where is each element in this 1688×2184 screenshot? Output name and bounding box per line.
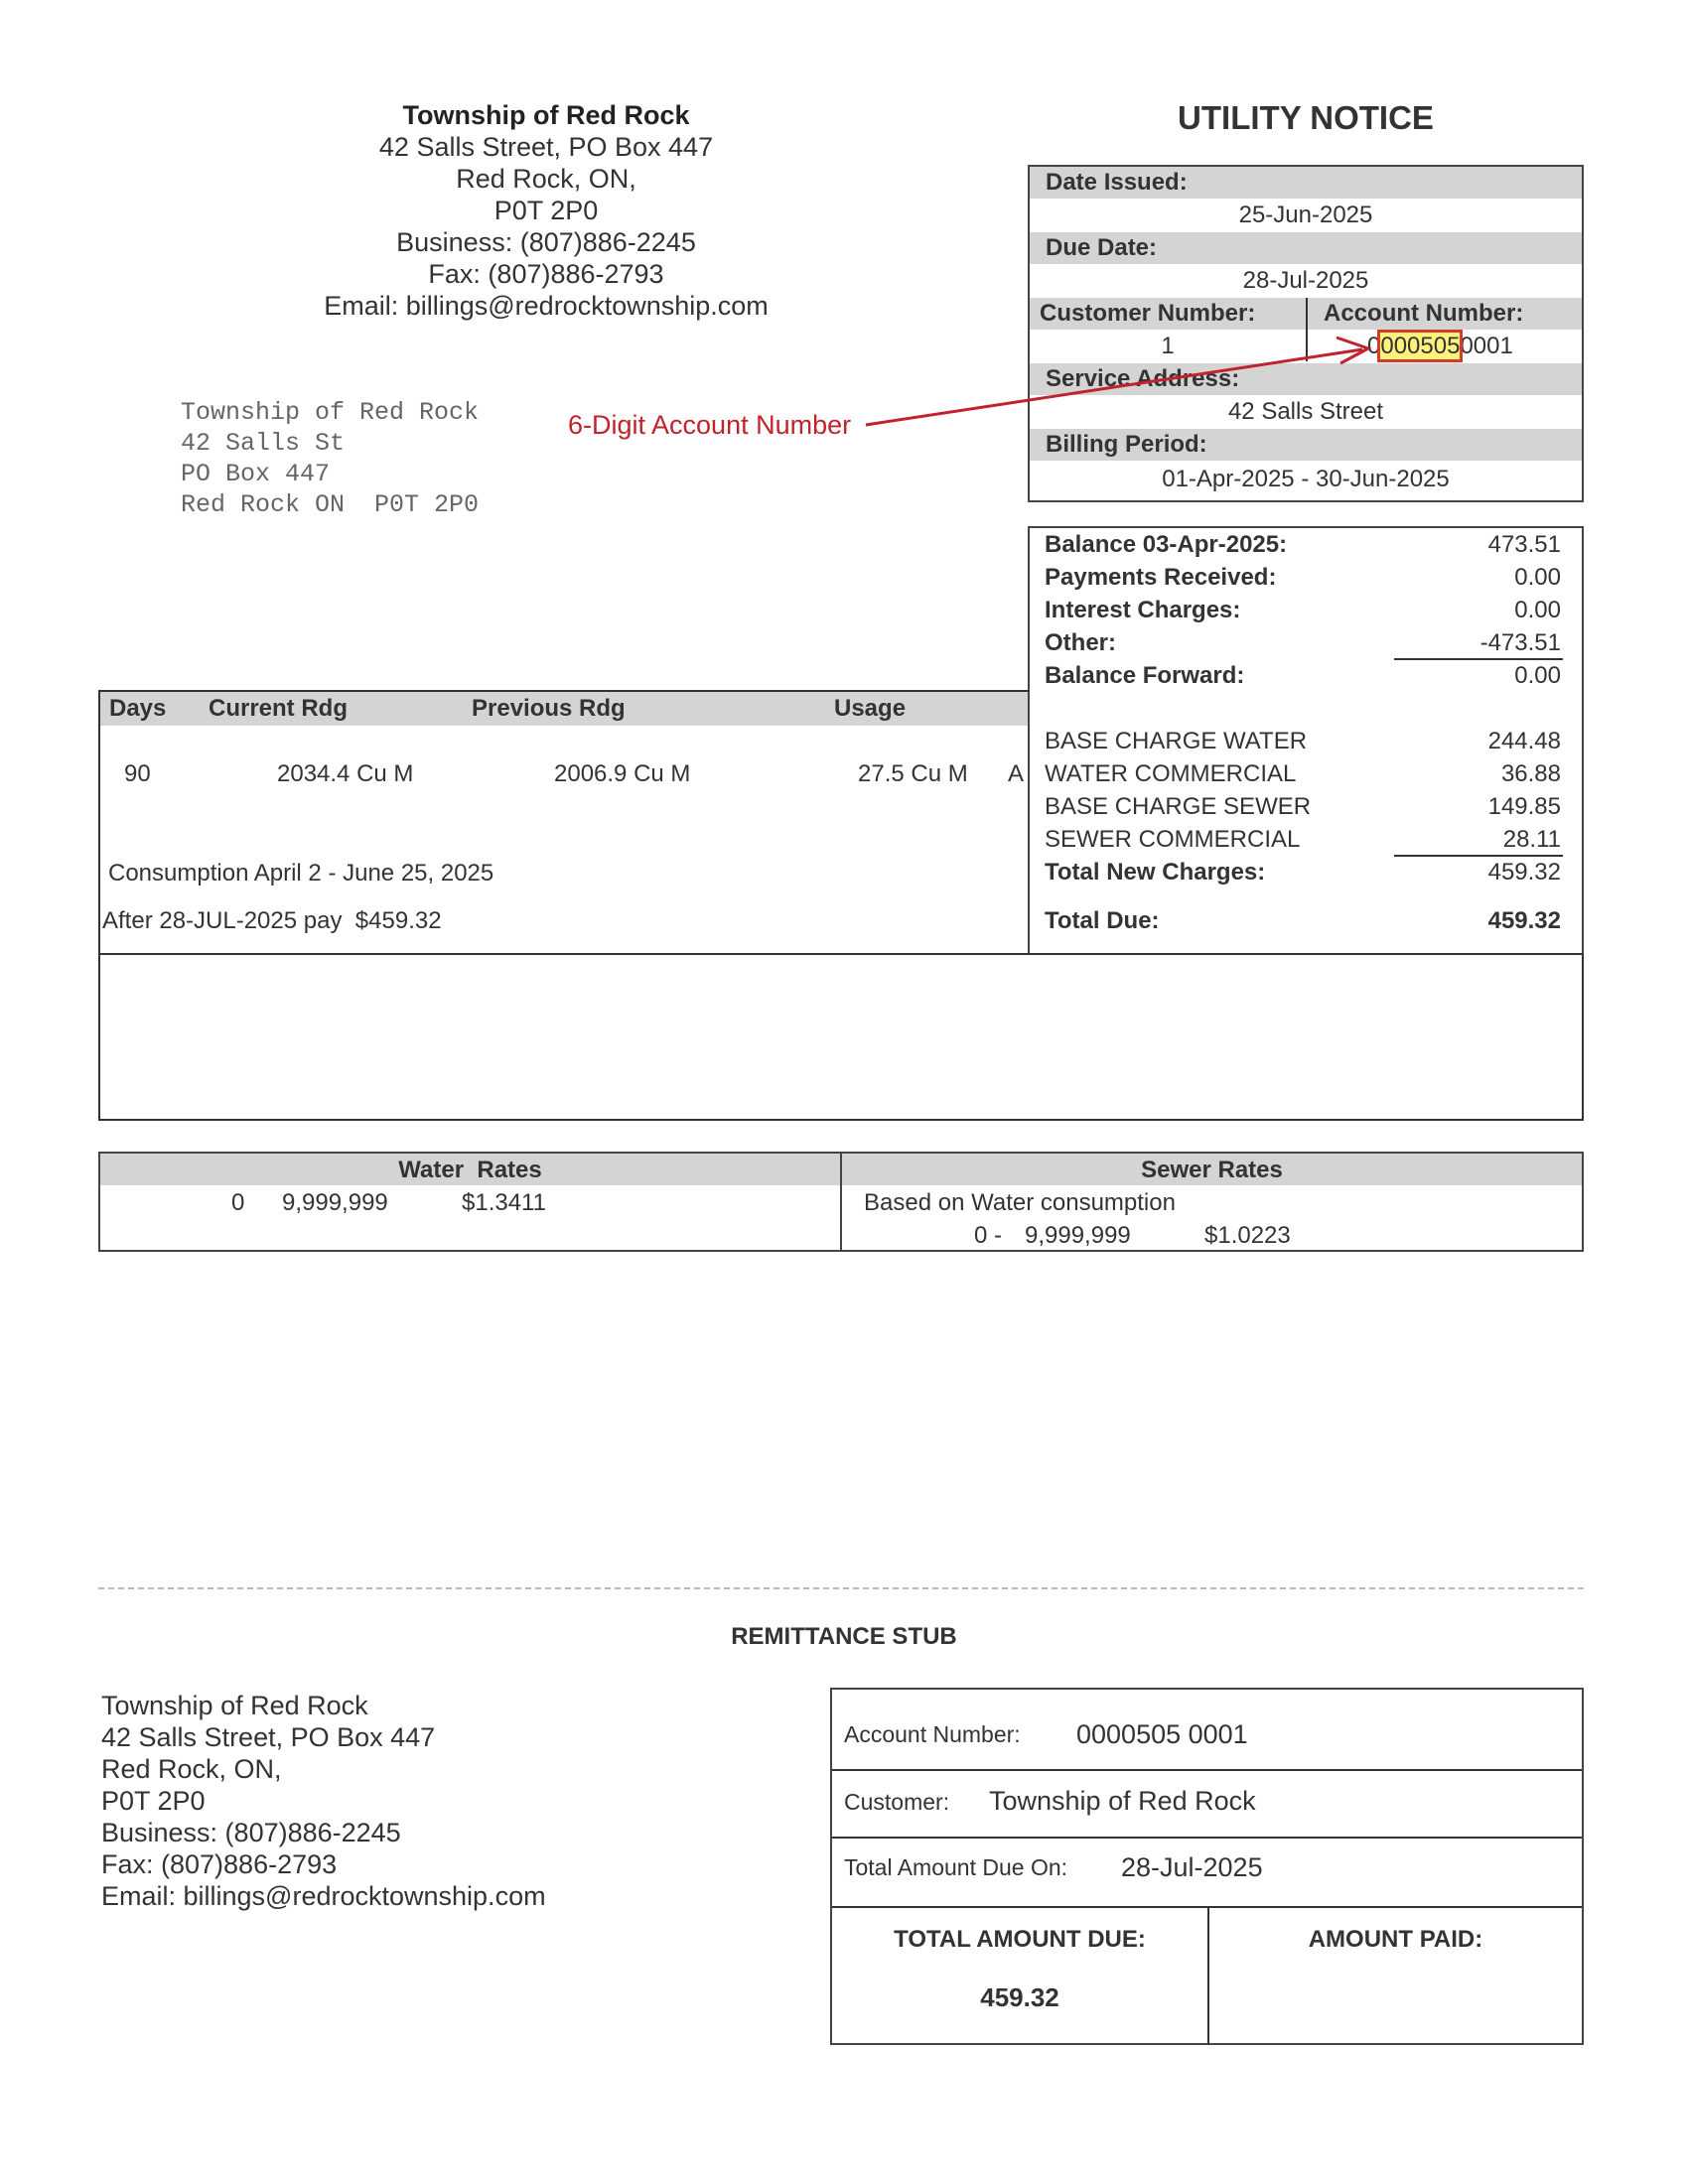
water-rate-to: 9,999,999 [282,1189,388,1216]
summary-value-balance: 473.51 [1487,531,1561,558]
sender-email: Email: billings@redrocktownship.com [324,291,769,321]
due-date-value: 28-Jul-2025 [1242,267,1369,294]
annotation-label: 6-Digit Account Number [568,410,852,440]
stub-total-due-value: 459.32 [980,1982,1059,2012]
summary-value-interest: 0.00 [1514,597,1561,623]
stub-due-on-value: 28-Jul-2025 [1121,1852,1263,1882]
mailing-line-1: Township of Red Rock [181,398,480,427]
charge-value-water-commercial: 36.88 [1500,760,1561,787]
date-issued-label: Date Issued: [1030,167,1582,199]
stub-sender-name: Township of Red Rock [101,1691,368,1720]
stub-sender-fax: Fax: (807)886-2793 [101,1849,338,1879]
account-number-label: Account Number: [1308,298,1582,330]
consumption-note: Consumption April 2 - June 25, 2025 [108,860,494,887]
stub-cut-line [98,1587,1584,1589]
summary-value-payments: 0.00 [1514,564,1561,591]
header-days: Days [109,695,167,722]
service-address-value: 42 Salls Street [1227,398,1384,425]
mailing-line-4: Red Rock ON P0T 2P0 [181,490,480,519]
stub-sender-block [101,1690,697,1912]
summary-value-forward: 0.00 [1514,662,1561,689]
stub-amount-paid-label: AMOUNT PAID: [1308,1926,1483,1953]
sender-business: Business: (807)886-2245 [396,227,696,257]
mailing-line-2: 42 Salls St [181,429,346,458]
reading-usage: 27.5 Cu M [858,760,968,787]
charge-value-base-water: 244.48 [1487,728,1561,754]
sender-address2: Red Rock, ON, [456,164,636,194]
water-rates-box [98,1152,842,1252]
total-new-charges-value: 459.32 [1487,859,1561,886]
customer-number-value: 1 [1161,333,1175,359]
sender-address1: 42 Salls Street, PO Box 447 [378,132,714,162]
stub-sender-postal: P0T 2P0 [101,1786,206,1816]
summary-label-payments: Payments Received: [1045,564,1277,591]
after-note: After 28-JUL-2025 pay $459.32 [102,907,442,934]
reading-days: 90 [124,760,151,787]
sender-fax: Fax: (807)886-2793 [428,259,664,289]
readings-header [100,692,1028,726]
billing-period-value: 01-Apr-2025 - 30-Jun-2025 [1162,466,1450,492]
charge-label-sewer-commercial: SEWER COMMERCIAL [1045,826,1301,853]
stub-account-label: Account Number: [844,1721,1021,1747]
sender-name: Township of Red Rock [402,100,690,130]
sender-postal: P0T 2P0 [493,196,599,225]
summary-label-balance: Balance 03-Apr-2025: [1045,531,1288,558]
summary-label-interest: Interest Charges: [1045,597,1241,623]
reading-previous: 2006.9 Cu M [554,760,691,787]
stub-sender-business: Business: (807)886-2245 [101,1818,401,1847]
reading-flag: A [1008,760,1025,787]
stub-title: REMITTANCE STUB [731,1623,957,1650]
billing-period-label: Billing Period: [1030,429,1582,461]
stub-total-due-label: TOTAL AMOUNT DUE: [894,1926,1146,1953]
stub-due-on-label: Total Amount Due On: [844,1854,1068,1880]
account-highlight: 000505 [1380,333,1461,359]
charge-label-water-commercial: WATER COMMERCIAL [1045,760,1297,787]
stub-customer-label: Customer: [844,1789,950,1815]
charge-value-sewer-commercial: 28.11 [1502,826,1561,853]
stub-box [830,1688,1584,2045]
sewer-rate-value: $1.0223 [1204,1222,1291,1249]
notice-title: UTILITY NOTICE [1178,99,1434,136]
stub-customer-value: Township of Red Rock [989,1786,1256,1816]
mailing-line-3: PO Box 447 [181,460,331,488]
water-rate-from: 0 [231,1189,245,1216]
total-due-label: Total Due: [1045,907,1160,934]
customer-number-label: Customer Number: [1030,298,1306,330]
header-previous-rdg: Previous Rdg [472,695,626,722]
sewer-rates-box [840,1152,1584,1252]
account-suffix: 0001 [1460,333,1513,359]
charge-value-base-sewer: 149.85 [1487,793,1561,820]
stub-account-value: 0000505 0001 [1076,1719,1248,1749]
water-rates-title: Water Rates [100,1154,840,1185]
water-rate-value: $1.3411 [462,1189,546,1216]
stub-sender-email: Email: billings@redrocktownship.com [101,1881,546,1911]
header-usage: Usage [834,695,907,722]
charge-label-base-water: BASE CHARGE WATER [1045,728,1308,754]
date-issued-value: 25-Jun-2025 [1238,202,1373,228]
header-current-rdg: Current Rdg [209,695,348,722]
summary-value-other: -473.51 [1479,629,1561,656]
summary-label-other: Other: [1045,629,1116,656]
reading-current: 2034.4 Cu M [277,760,414,787]
sewer-rate-from: 0 - [974,1222,1003,1249]
sewer-rate-note: Based on Water consumption [864,1189,1176,1216]
stub-sender-address1: 42 Salls Street, PO Box 447 [101,1722,436,1752]
account-prefix: 0 [1367,333,1381,359]
due-date-label: Due Date: [1030,232,1582,264]
service-address-label: Service Address: [1030,363,1582,395]
summary-label-forward: Balance Forward: [1045,662,1245,689]
total-due-value: 459.32 [1487,907,1561,934]
total-new-charges-label: Total New Charges: [1045,859,1266,886]
sewer-rates-title: Sewer Rates [842,1154,1582,1185]
sewer-rate-to: 9,999,999 [1025,1222,1131,1249]
stub-sender-address2: Red Rock, ON, [101,1754,282,1784]
charge-label-base-sewer: BASE CHARGE SEWER [1045,793,1312,820]
